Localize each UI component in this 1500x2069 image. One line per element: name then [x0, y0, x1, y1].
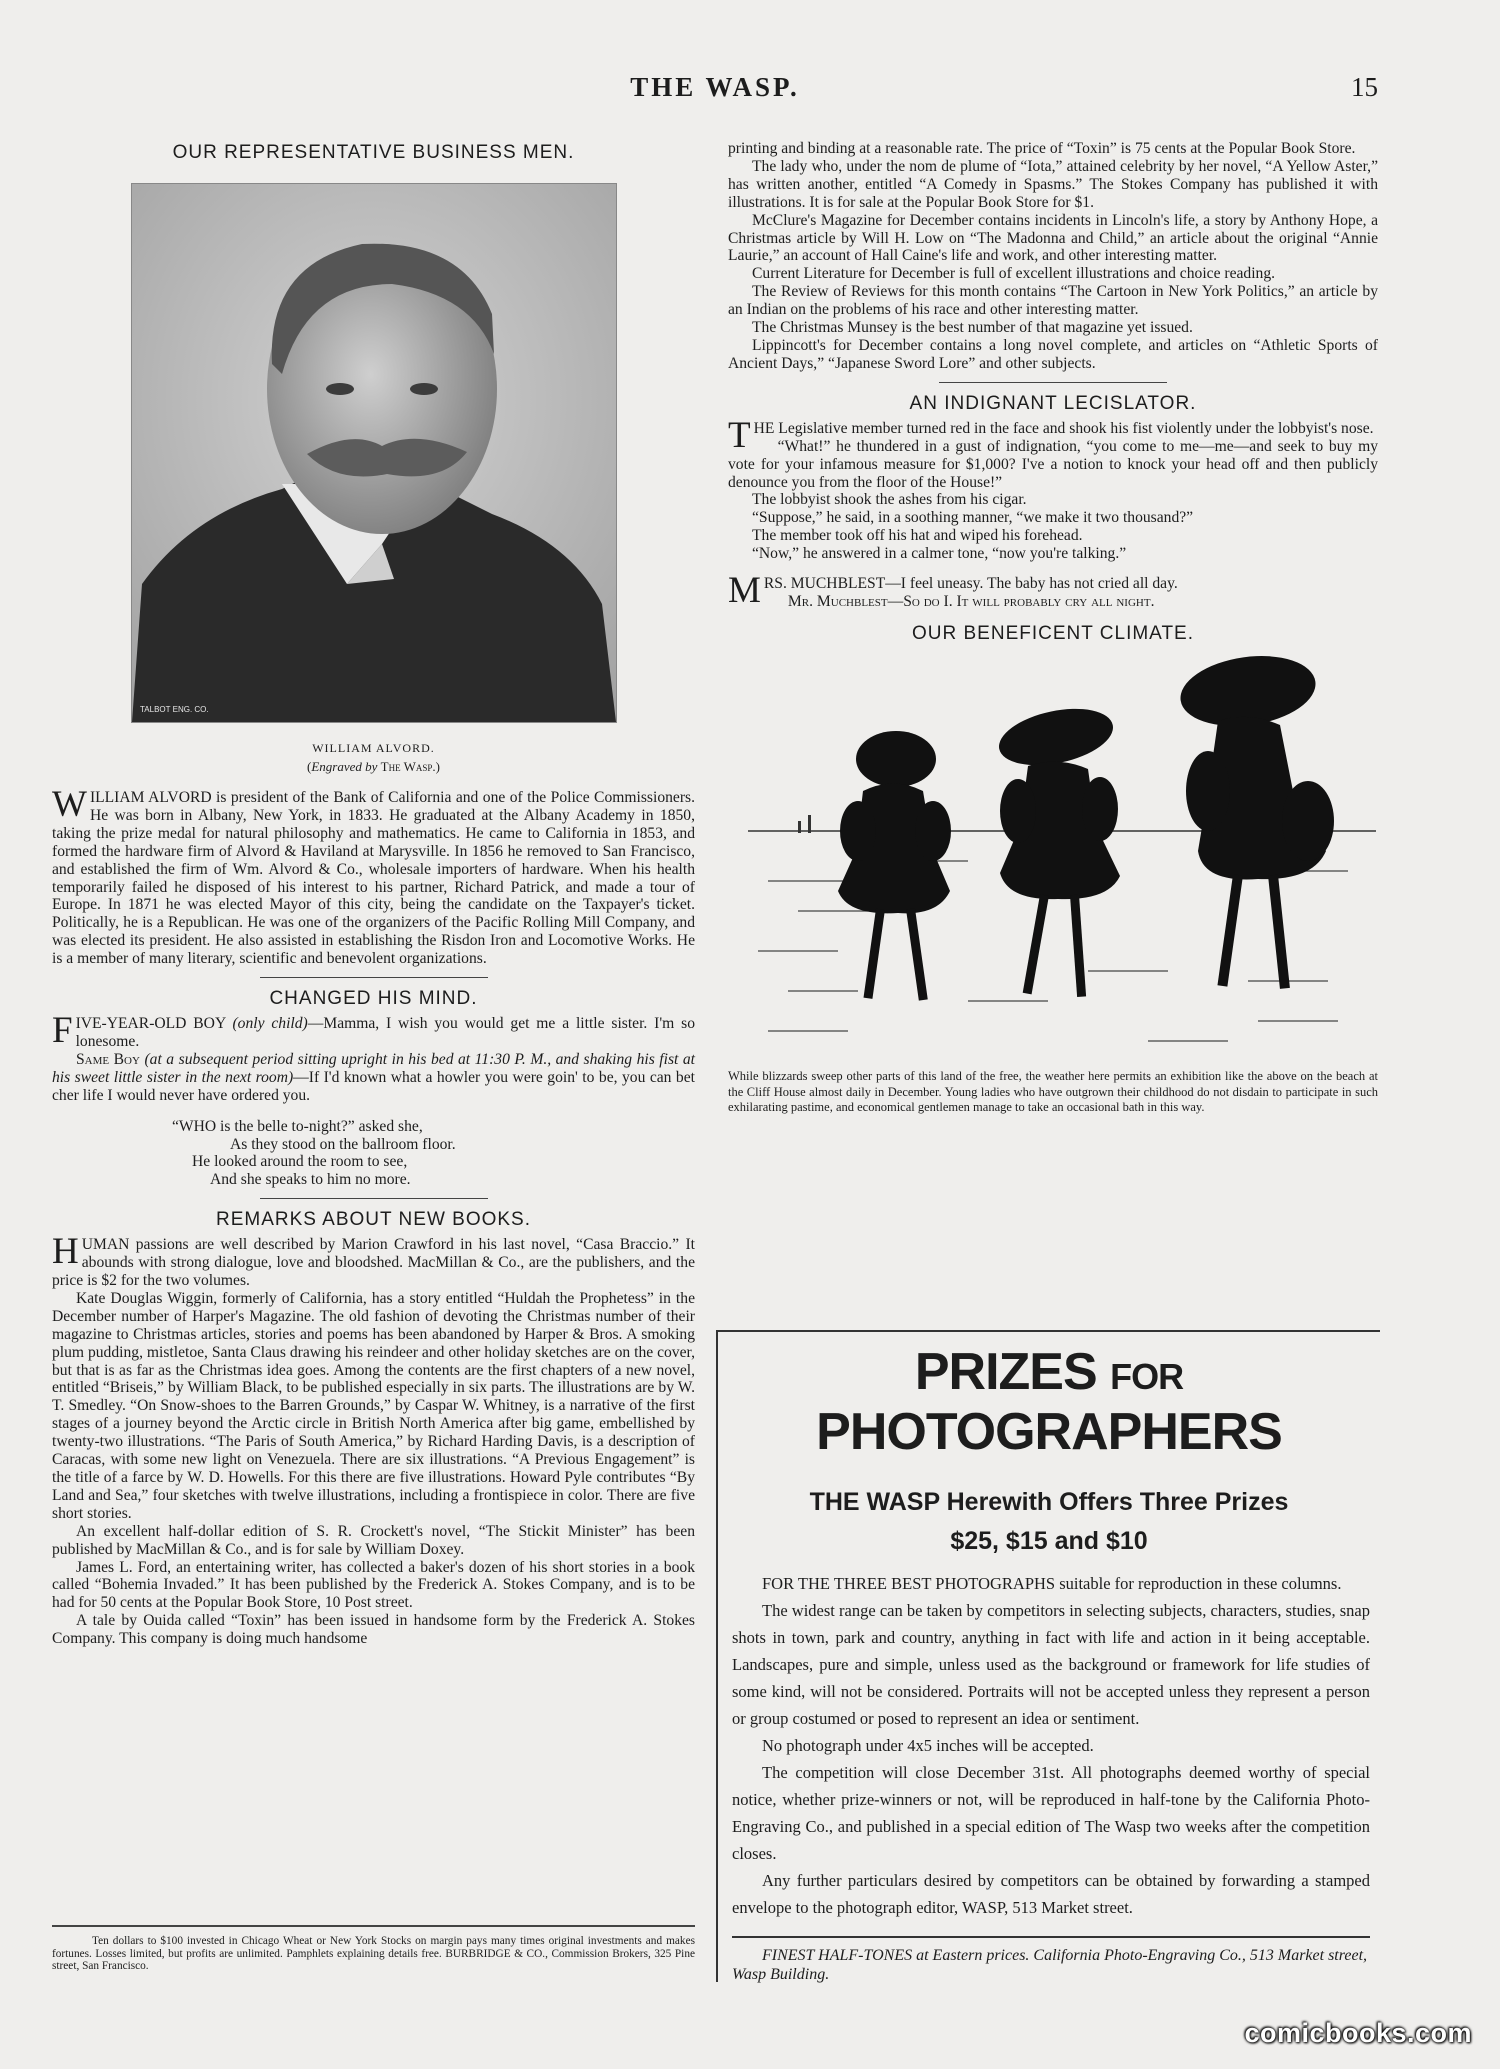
muchblest-line-2: Mr. Muchblest—So do I. It will probably cry all night.: [787, 592, 1155, 610]
portrait-caption-engraved: (Engraved by The Wasp.): [307, 759, 440, 774]
ad-para-5: Any further particulars desired by competitors can be obtained by forwarding a stamped envelope to the photograph editor, WASP, 513 Market street.: [732, 1871, 1370, 1917]
legislator-para-2: “What!” he thundered in a gust of indignation, “you come to me—me—and seek to buy my vote for your infamous measure for $1,000? I've a notion to knock your head off and then publicly denounce you from the floor of the House!”: [728, 437, 1378, 491]
muchblest-line-1: MRS. MUCHBLEST—I feel uneasy. The baby has not cried all day.: [728, 570, 1178, 612]
changed-p2-text: —If I'd known what a howler you were goin' to be, you can bet cher life I would never have ordered you.: [52, 1068, 695, 1104]
changed-mind-para-2: [52, 1051, 695, 1105]
ad-body: [718, 1570, 1380, 1921]
legislator-para-5: The member took off his hat and wiped his forehead.: [752, 527, 1083, 545]
verse-line-1: “WHO is the belle to-night?” asked she,: [172, 1117, 423, 1135]
changed-p2-speaker: Same Boy: [76, 1050, 140, 1068]
portrait-image: [132, 184, 616, 722]
site-watermark: comicbooks.com: [1244, 2018, 1472, 2048]
ballroom-verse: [172, 1118, 695, 1190]
books-cont-3: McClure's Magazine for December contains incidents in Lincoln's life, a story by Anthony Hope, a Christmas article by Will H. Low on “The Madonna and Child,” an article about the original “Annie Laurie,” an account of Hall Caine's life and work, and other interesting matter.: [728, 211, 1378, 265]
footnote-rule: [52, 1925, 695, 1927]
verse-line-3: He looked around the room to see,: [192, 1153, 408, 1171]
books-cont-4: Current Literature for December is full of excellent illustrations and choice reading.: [752, 265, 1276, 283]
portrait-engraving: [131, 183, 617, 723]
ad-footer: FINEST HALF-TONES at Eastern prices. California Photo-Engraving Co., 513 Market street, Wasp Building.: [732, 1936, 1370, 1984]
changed-p1-speaker: FIVE-YEAR-OLD BOY: [52, 1010, 226, 1052]
caption-engraved-by: Engraved by: [311, 759, 378, 774]
section-divider: [260, 977, 488, 978]
verse-line-4: And she speaks to him no more.: [210, 1171, 411, 1189]
alvord-biography: WILLIAM ALVORD is president of the Bank of California and one of the Police Commissioners. He was born in Albany, New York, in 1833. He graduated at the Albany Academy in 1850, taking the prize medal for natural philosophy and mathematics. He came to California in 1853, and formed the hardware firm of Alvord & Haviland at Marysville. In 1856 he removed to San Francisco, and established the firm of Wm. Alvord & Co., wholesale importers of hardware. When his health temporarily failed he disposed of his interest to his partner, Richard Patrick, and made a tour of Europe. In 1871 he was elected Mayor of this city, being the candidate on the Taxpayer's ticket. Politically, he is a Republican. He was one of the organizers of the Pacific Rolling Mill Company, and was elected its president. He also assisted in establishing the Risdon Iron and Locomotive Works. He is a member of many literary, scientific and benevolent organizations.: [52, 784, 695, 968]
section-divider: [260, 1198, 488, 1199]
ad-headline-prizes: PRIZES: [914, 1343, 1097, 1401]
climate-heading: OUR BENEFICENT CLIMATE.: [912, 622, 1194, 644]
engraver-credit: TALBOT ENG. CO.: [139, 705, 209, 714]
books-cont-5: The Review of Reviews for this month contains “The Cartoon in New York Politics,” an article by an Indian on the problems of his race and other interesting matter.: [728, 283, 1378, 319]
changed-p1-aside: (only child): [232, 1015, 308, 1033]
climate-caption: While blizzards sweep other parts of this land of the free, the weather here permits an exhibition like the above on the beach at the Cliff House almost daily in December. Young ladies who have outgrown their childhood do not disdain to participate in such exhilarating pastime, and economical gentlemen manage to take an occasional bath in this way.: [728, 1068, 1378, 1115]
remarks-para-4: James L. Ford, an entertaining writer, has collected a baker's dozen of his short stories in a book called “Bohemia Invaded.” It has been published by the Frederick A. Stokes Company, and is to be had for 50 cents at the Popular Book Store, 10 Post street.: [52, 1558, 695, 1612]
books-cont-2: The lady who, under the nom de plume of “Iota,” attained celebrity by her novel, “A Yellow Aster,” has written another, entitled “A Comedy in Spasms.” The Stokes Company has published it with illustrations. It is for sale at the Popular Book Store for $1.: [728, 157, 1378, 211]
remarks-para-5: A tale by Ouida called “Toxin” has been issued in handsome form by the Frederick A. Stokes Company. This company is doing much handsome: [52, 1612, 695, 1648]
legislator-para-3: The lobbyist shook the ashes from his cigar.: [752, 491, 1027, 509]
ad-headline-photographers: PHOTOGRAPHERS: [816, 1403, 1282, 1461]
business-men-heading: OUR REPRESENTATIVE BUSINESS MEN.: [172, 142, 575, 163]
ad-subheadline: THE WASP Herewith Offers Three Prizes: [809, 1488, 1289, 1516]
ad-headline: [718, 1342, 1380, 1462]
legislator-para-6: “Now,” he answered in a calmer tone, “now you're talking.”: [752, 545, 1127, 563]
ad-para-2: The widest range can be taken by competitors in selecting subjects, characters, studies, snap shots in town, park and country, anything in fact with life and action in it being acceptable. Landscapes, pure and simple, unless used as the background or framework for life studies of some kind, will not be considered. Portraits will not be accepted unless they represent a person or group costumed or posed to represent an idea or sentiment.: [732, 1601, 1370, 1728]
remarks-para-1: HUMAN passions are well described by Marion Crawford in his last novel, “Casa Braccio.” It abounds with strong dialogue, love and bloodshed. MacMillan & Co., are the publishers, and the price is $2 for the two volumes.: [52, 1231, 695, 1290]
portrait-caption-name: WILLIAM ALVORD.: [312, 741, 435, 755]
right-column: [728, 140, 1378, 1126]
silhouette-illustration: [728, 651, 1376, 1061]
ad-para-1: FOR THE THREE BEST PHOTOGRAPHS suitable for reproduction in these columns.: [762, 1574, 1342, 1593]
magazine-title: THE WASP.: [630, 72, 800, 102]
remarks-heading: REMARKS ABOUT NEW BOOKS.: [215, 1209, 532, 1231]
broker-advertisement: Ten dollars to $100 invested in Chicago Wheat or New York Stocks on margin pays many times original investments and makes fortunes. Losses limited, but profits are unlimited. Pamphlets explaining details free. BURBRIDGE & CO., Commission Brokers, 325 Pine street, San Francisco.: [52, 1935, 695, 1973]
photographers-advertisement: [716, 1330, 1380, 1982]
ad-para-3: No photograph under 4x5 inches will be accepted.: [762, 1736, 1094, 1755]
caption-wasp: The Wasp.: [380, 759, 436, 774]
changed-mind-para-1: [52, 1010, 695, 1052]
legislator-para-1: THE Legislative member turned red in the face and shook his fist violently under the lobbyist's nose.: [728, 414, 1374, 456]
left-column: [52, 140, 695, 1648]
ad-prize-amounts: $25, $15 and $10: [950, 1527, 1148, 1555]
remarks-para-2: Kate Douglas Wiggin, formerly of California, has a story entitled “Huldah the Prophetess” in the December number of Harper's Magazine. The old fashion of devoting the Christmas number of their magazine to Christmas articles, stories and poems has been abandoned by Harper & Bros. A smoking plum pudding, mistletoe, Santa Claus drawing his reindeer and other holiday sketches are on the cover, but that is as far as the Christmas idea goes. Among the contents are the first chapters of a new novel, entitled “Briseis,” by William Black, to be published especially in six parts. The illustrations are by W. T. Smedley. “On Snow-shoes to the Barren Grounds,” by Caspar W. Whitney, is a narrative of the first stages of a journey beyond the Arctic circle in British North America after big game, embellished by twenty-two illustrations. “The Paris of South America,” by Richard Harding Davis, is a description of Caracas, with some new light on Venezuela. There are six illustrations. “A Previous Engagement” is the title of a farce by W. D. Howells. For this there are five illustrations. Howard Pyle contributes “By Land and Sea,” four sketches with twelve illustrations, including a frontispiece in color. There are five short stories.: [52, 1289, 695, 1522]
ad-para-4: The competition will close December 31st. All photographs deemed worthy of special notice, whether prize-winners or not, will be reproduced in half-tone by the California Photo-Engraving Co., and published in a special edition of The Wasp two weeks after the competition closes.: [732, 1763, 1370, 1863]
remarks-para-3: An excellent half-dollar edition of S. R. Crockett's novel, “The Stickit Minister” has been published by MacMillan & Co., and is for sale by William Doxey.: [52, 1522, 695, 1558]
section-divider: [939, 382, 1167, 383]
ad-headline-for: FOR: [1110, 1356, 1184, 1397]
legislator-heading: AN INDIGNANT LECISLATOR.: [909, 392, 1197, 414]
changed-p1-text: —Mamma, I wish you would get me a little sister. I'm so lonesome.: [75, 1015, 695, 1050]
climate-cartoon: [728, 651, 1376, 1061]
changed-p2-aside: (at a subsequent period sitting upright in his bed at 11:30 P. M., and shaking his fist at his sweet little sister in the next room): [52, 1050, 695, 1086]
changed-mind-heading: CHANGED HIS MIND.: [269, 988, 478, 1010]
verse-line-2: As they stood on the ballroom floor.: [230, 1135, 456, 1153]
books-cont-7: Lippincott's for December contains a long novel complete, and articles on “Athletic Sports of Ancient Days,” “Japanese Sword Lore” and other subjects.: [728, 336, 1378, 372]
books-cont-6: The Christmas Munsey is the best number of that magazine yet issued.: [752, 319, 1193, 337]
legislator-para-4: “Suppose,” he said, in a soothing manner, “we make it two thousand?”: [752, 509, 1194, 527]
running-head: [0, 72, 1500, 112]
books-cont-1: printing and binding at a reasonable rate. The price of “Toxin” is 75 cents at the Popular Book Store.: [728, 140, 1356, 157]
page-number: 15: [1351, 72, 1378, 102]
